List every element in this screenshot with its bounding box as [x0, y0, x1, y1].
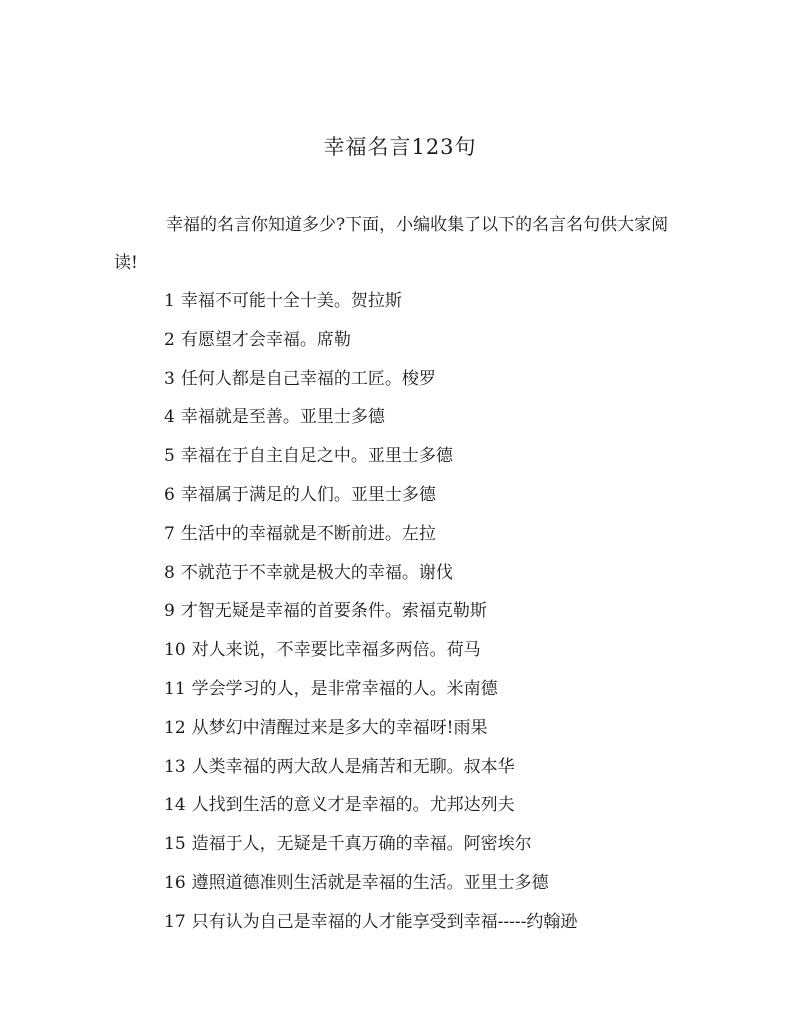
quote-number: 2	[164, 329, 175, 350]
quote-text: 造福于人，无疑是千真万确的幸福。阿密埃尔	[191, 834, 532, 855]
quote-item	[164, 864, 724, 903]
quote-text: 才智无疑是幸福的首要条件。索福克勒斯	[180, 601, 487, 622]
quote-number: 8	[164, 562, 175, 583]
quote-number: 12	[164, 717, 186, 738]
quote-number: 7	[164, 523, 175, 544]
quote-text: 任何人都是自己幸福的工匠。梭罗	[180, 368, 436, 389]
quote-item	[164, 631, 724, 670]
quote-item	[164, 554, 724, 593]
quote-text: 人找到生活的意义才是幸福的。尤邦达列夫	[191, 795, 515, 816]
quote-item	[164, 670, 724, 709]
quote-number: 15	[164, 834, 186, 855]
quote-number: 4	[164, 407, 175, 428]
quote-number: 9	[164, 601, 175, 622]
quote-item	[164, 825, 724, 864]
quote-text: 幸福就是至善。亚里士多德	[180, 407, 385, 428]
quote-item	[164, 709, 724, 748]
quote-text: 幸福在于自主自足之中。亚里士多德	[180, 446, 453, 467]
quote-text: 幸福属于满足的人们。亚里士多德	[180, 484, 436, 505]
quote-text: 对人来说，不幸要比幸福多两倍。荷马	[191, 640, 481, 661]
quote-number: 10	[164, 640, 186, 661]
quote-number: 6	[164, 484, 175, 505]
quote-item	[164, 398, 724, 437]
quote-item	[164, 786, 724, 825]
quote-item	[164, 748, 724, 787]
quote-item	[164, 282, 724, 321]
quote-text: 从梦幻中清醒过来是多大的幸福呀!雨果	[191, 717, 488, 738]
quote-item	[164, 360, 724, 399]
quote-text: 不就范于不幸就是极大的幸福。谢伐	[180, 562, 453, 583]
quote-text: 幸福不可能十全十美。贺拉斯	[180, 291, 402, 311]
quote-text: 人类幸福的两大敌人是痛苦和无聊。叔本华	[191, 756, 515, 777]
quote-number: 14	[164, 795, 186, 816]
quote-text: 学会学习的人，是非常幸福的人。米南德	[191, 678, 498, 699]
quote-item	[164, 903, 724, 942]
quote-item	[164, 476, 724, 515]
quote-item	[164, 437, 724, 476]
quote-text: 遵照道德准则生活就是幸福的生活。亚里士多德	[191, 872, 549, 893]
quote-item	[164, 592, 724, 631]
quote-number: 13	[164, 756, 186, 777]
document-title: 幸福名言123句	[323, 135, 477, 159]
quote-text: 只有认为自己是幸福的人才能享受到幸福-----约翰逊	[191, 911, 578, 932]
quote-number: 17	[164, 911, 186, 932]
quote-text: 生活中的幸福就是不断前进。左拉	[180, 523, 436, 544]
quote-number: 11	[164, 678, 186, 699]
quote-number: 16	[164, 872, 186, 893]
quote-number: 1	[164, 291, 175, 311]
quote-item	[164, 515, 724, 554]
quote-list	[164, 282, 724, 942]
quote-number: 5	[164, 446, 175, 467]
intro-paragraph: 幸福的名言你知道多少?下面，小编收集了以下的名言名句供大家阅读!	[114, 215, 669, 273]
quote-number: 3	[164, 368, 175, 389]
quote-item	[164, 321, 724, 360]
quote-text: 有愿望才会幸福。席勒	[180, 329, 351, 350]
